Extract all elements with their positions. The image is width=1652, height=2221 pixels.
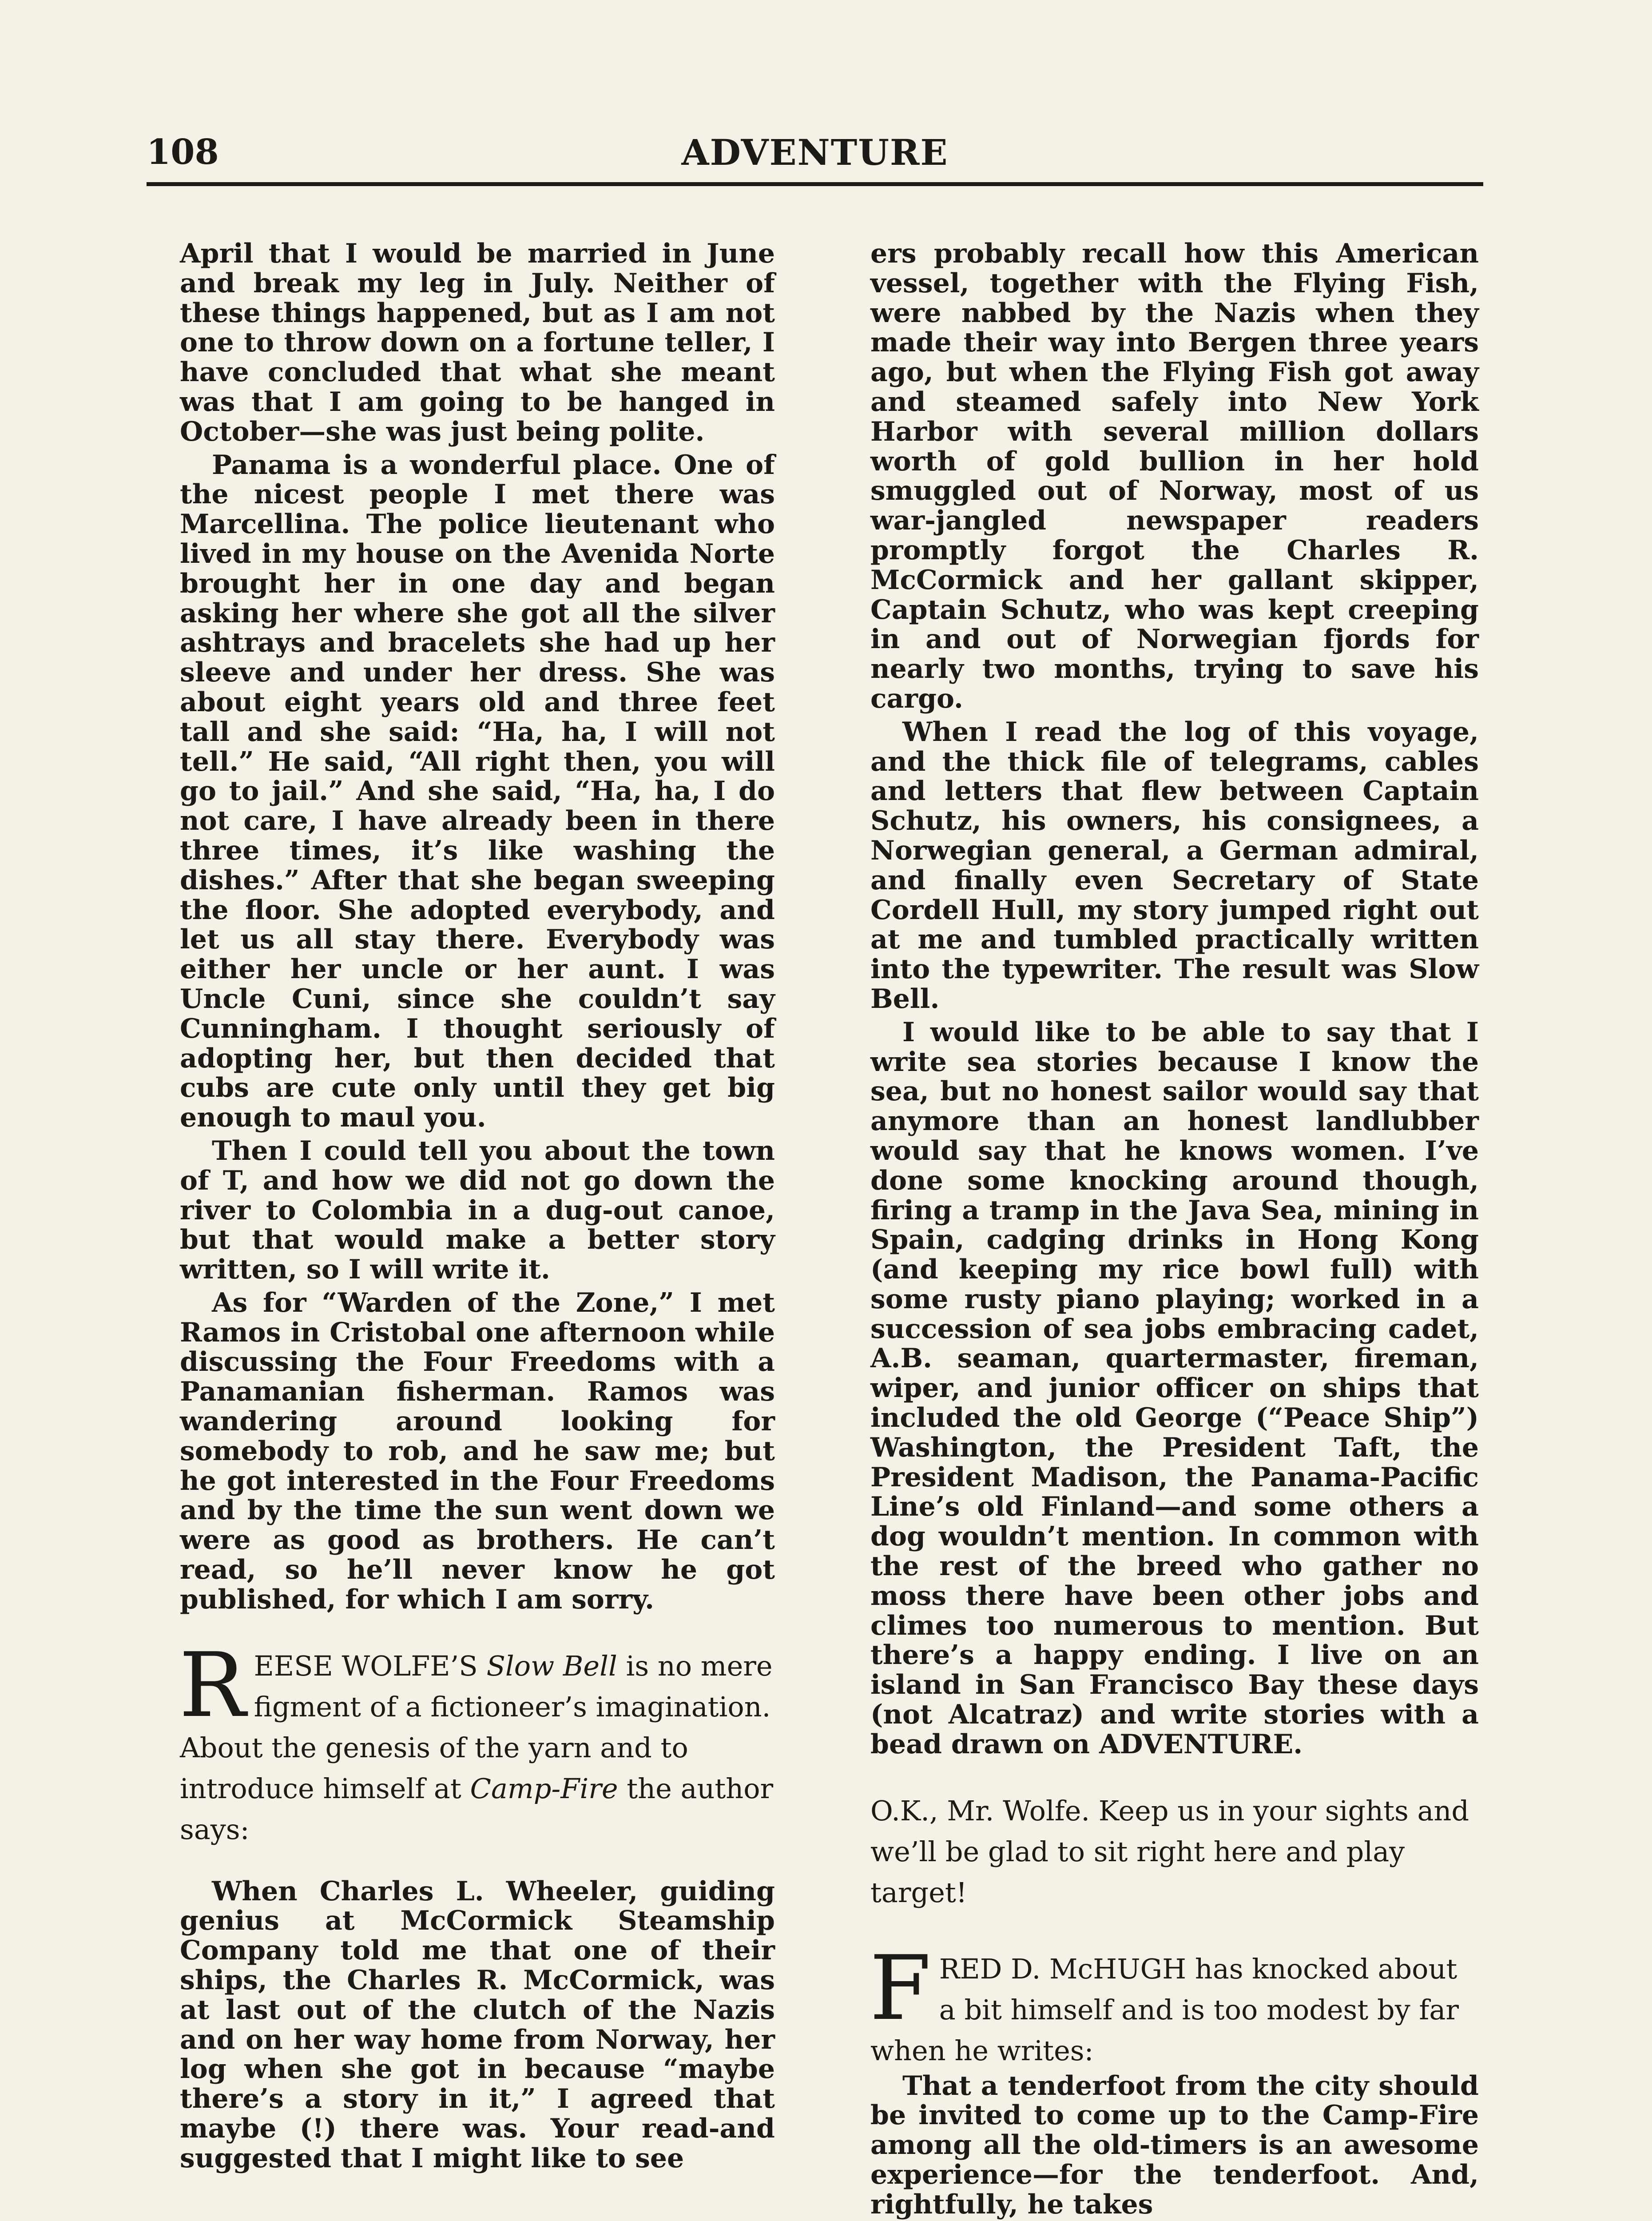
feature-name: Camp-Fire <box>470 1772 618 1805</box>
drop-cap: F <box>870 1936 931 2040</box>
header-rule <box>147 182 1483 186</box>
paragraph: Then I could tell you about the town of T, and how we did not go down the river to Colombia in a dug-out canoe, but that would make a better story written, so I will write it. <box>180 1135 775 1286</box>
paragraph: When Charles L. Wheeler, guiding genius at McCormick Steamship Company told me that one of their ships, the Charles R. McCormick, was at last out of the clutch of the Nazis and on her way home from Norway, her log when she got in because “maybe there’s a story in it,” I agreed that maybe (!) there was. Your read-and suggested that I might like to see <box>180 1875 775 2174</box>
right-column <box>870 239 1479 2220</box>
paragraph: That a tenderfoot from the city should be invited to come up to the Camp-Fire among all the old-timers is an awesome experience—for the tenderfoot. And, rightfully, he takes <box>870 2070 1479 2220</box>
drop-cap: R <box>179 1633 246 1737</box>
left-column <box>180 239 775 2173</box>
paragraph: ers probably recall how this American vessel, together with the Flying Fish, were nabbed by the Nazis when they made their way into Bergen three years ago, but when the Flying Fish got away and steamed safely into New York Harbor with several million dollars worth of gold bullion in her hold smuggled out of Norway, most of us war-jangled newspaper readers promptly forgot the Charles R. McCormick and her gallant skipper, Captain Schutz, who was kept creeping in and out of Norwegian fjords for nearly two months, trying to save his cargo. <box>870 238 1479 714</box>
paragraph: As for “Warden of the Zone,” I met Ramos in Cristobal one afternoon while discussing the Four Freedoms with a Panamanian fisherman. Ramos was wandering around looking for somebody to rob, and he saw me; but he got interested in the Four Freedoms and by the time the sun went down we were as good as brothers. He can’t read, so he’ll never know he got published, for which I am sorry. <box>180 1287 775 1615</box>
paragraph: April that I would be married in June and break my leg in July. Neither of these things happened, but as I am not one to throw down on a fortune teller, I have concluded that what she meant was that I am going to be hanged in October—she was just being polite. <box>180 238 775 447</box>
section-intro: REESE WOLFE’S Slow Bell is no mere figment of a fictioneer’s imagination. About the genesis of the yarn and to introduce himself at Camp-Fire the author says: <box>179 1633 774 1846</box>
story-title: Slow Bell <box>486 1649 617 1682</box>
section-intro: FRED D. McHUGH has knocked about a bit himself and is too modest by far when he writes: <box>870 1936 1459 2067</box>
paragraph: When I read the log of this voyage, and the thick file of telegrams, cables and letters that flew between Captain Schutz, his owners, his consignees, a Norwegian general, a German admiral, and finally even Secretary of State Cordell Hull, my story jumped right out at me and tumbled practically written into the typewriter. The result was Slow Bell. <box>870 716 1479 1015</box>
editor-reply: O.K., Mr. Wolfe. Keep us in your sights and we’ll be glad to sit right here and play target! <box>870 1794 1469 1909</box>
magazine-title: ADVENTURE <box>681 131 949 173</box>
page-number: 108 <box>147 132 219 172</box>
page-header <box>147 131 1483 180</box>
paragraph: Panama is a wonderful place. One of the nicest people I met there was Marcellina. The police lieutenant who lived in my house on the Avenida Norte brought her in one day and began asking her where she got all the silver ashtrays and bracelets she had up her sleeve and under her dress. She was about eight years old and three feet tall and she said: “Ha, ha, I will not tell.” He said, “All right then, you will go to jail.” And she said, “Ha, ha, I do not care, I have already been in there three times, it’s like washing the dishes.” After that she began sweeping the floor. She adopted everybody, and let us all stay there. Everybody was either her uncle or her aunt. I was Uncle Cuni, since she couldn’t say Cunningham. I thought seriously of adopting her, but then decided that cubs are cute only until they get big enough to maul you. <box>180 449 775 1134</box>
paragraph: I would like to be able to say that I write sea stories because I know the sea, but no honest sailor would say that anymore than an honest landlubber would say that he knows women. I’ve done some knocking around though, firing a tramp in the Java Sea, mining in Spain, cadging drinks in Hong Kong (and keeping my rice bowl full) with some rusty piano playing; worked in a succession of sea jobs embracing cadet, A.B. seaman, quartermaster, fireman, wiper, and junior officer on ships that included the old George (“Peace Ship”) Washington, the President Taft, the President Madison, the Panama-Pacific Line’s old Finland—and some others a dog wouldn’t mention. In common with the rest of the breed who gather no moss there have been other jobs and climes too numerous to mention. But there’s a happy ending. I live on an island in San Francisco Bay these days (not Alcatraz) and write stories with a bead drawn on ADVENTURE. <box>870 1016 1479 1760</box>
